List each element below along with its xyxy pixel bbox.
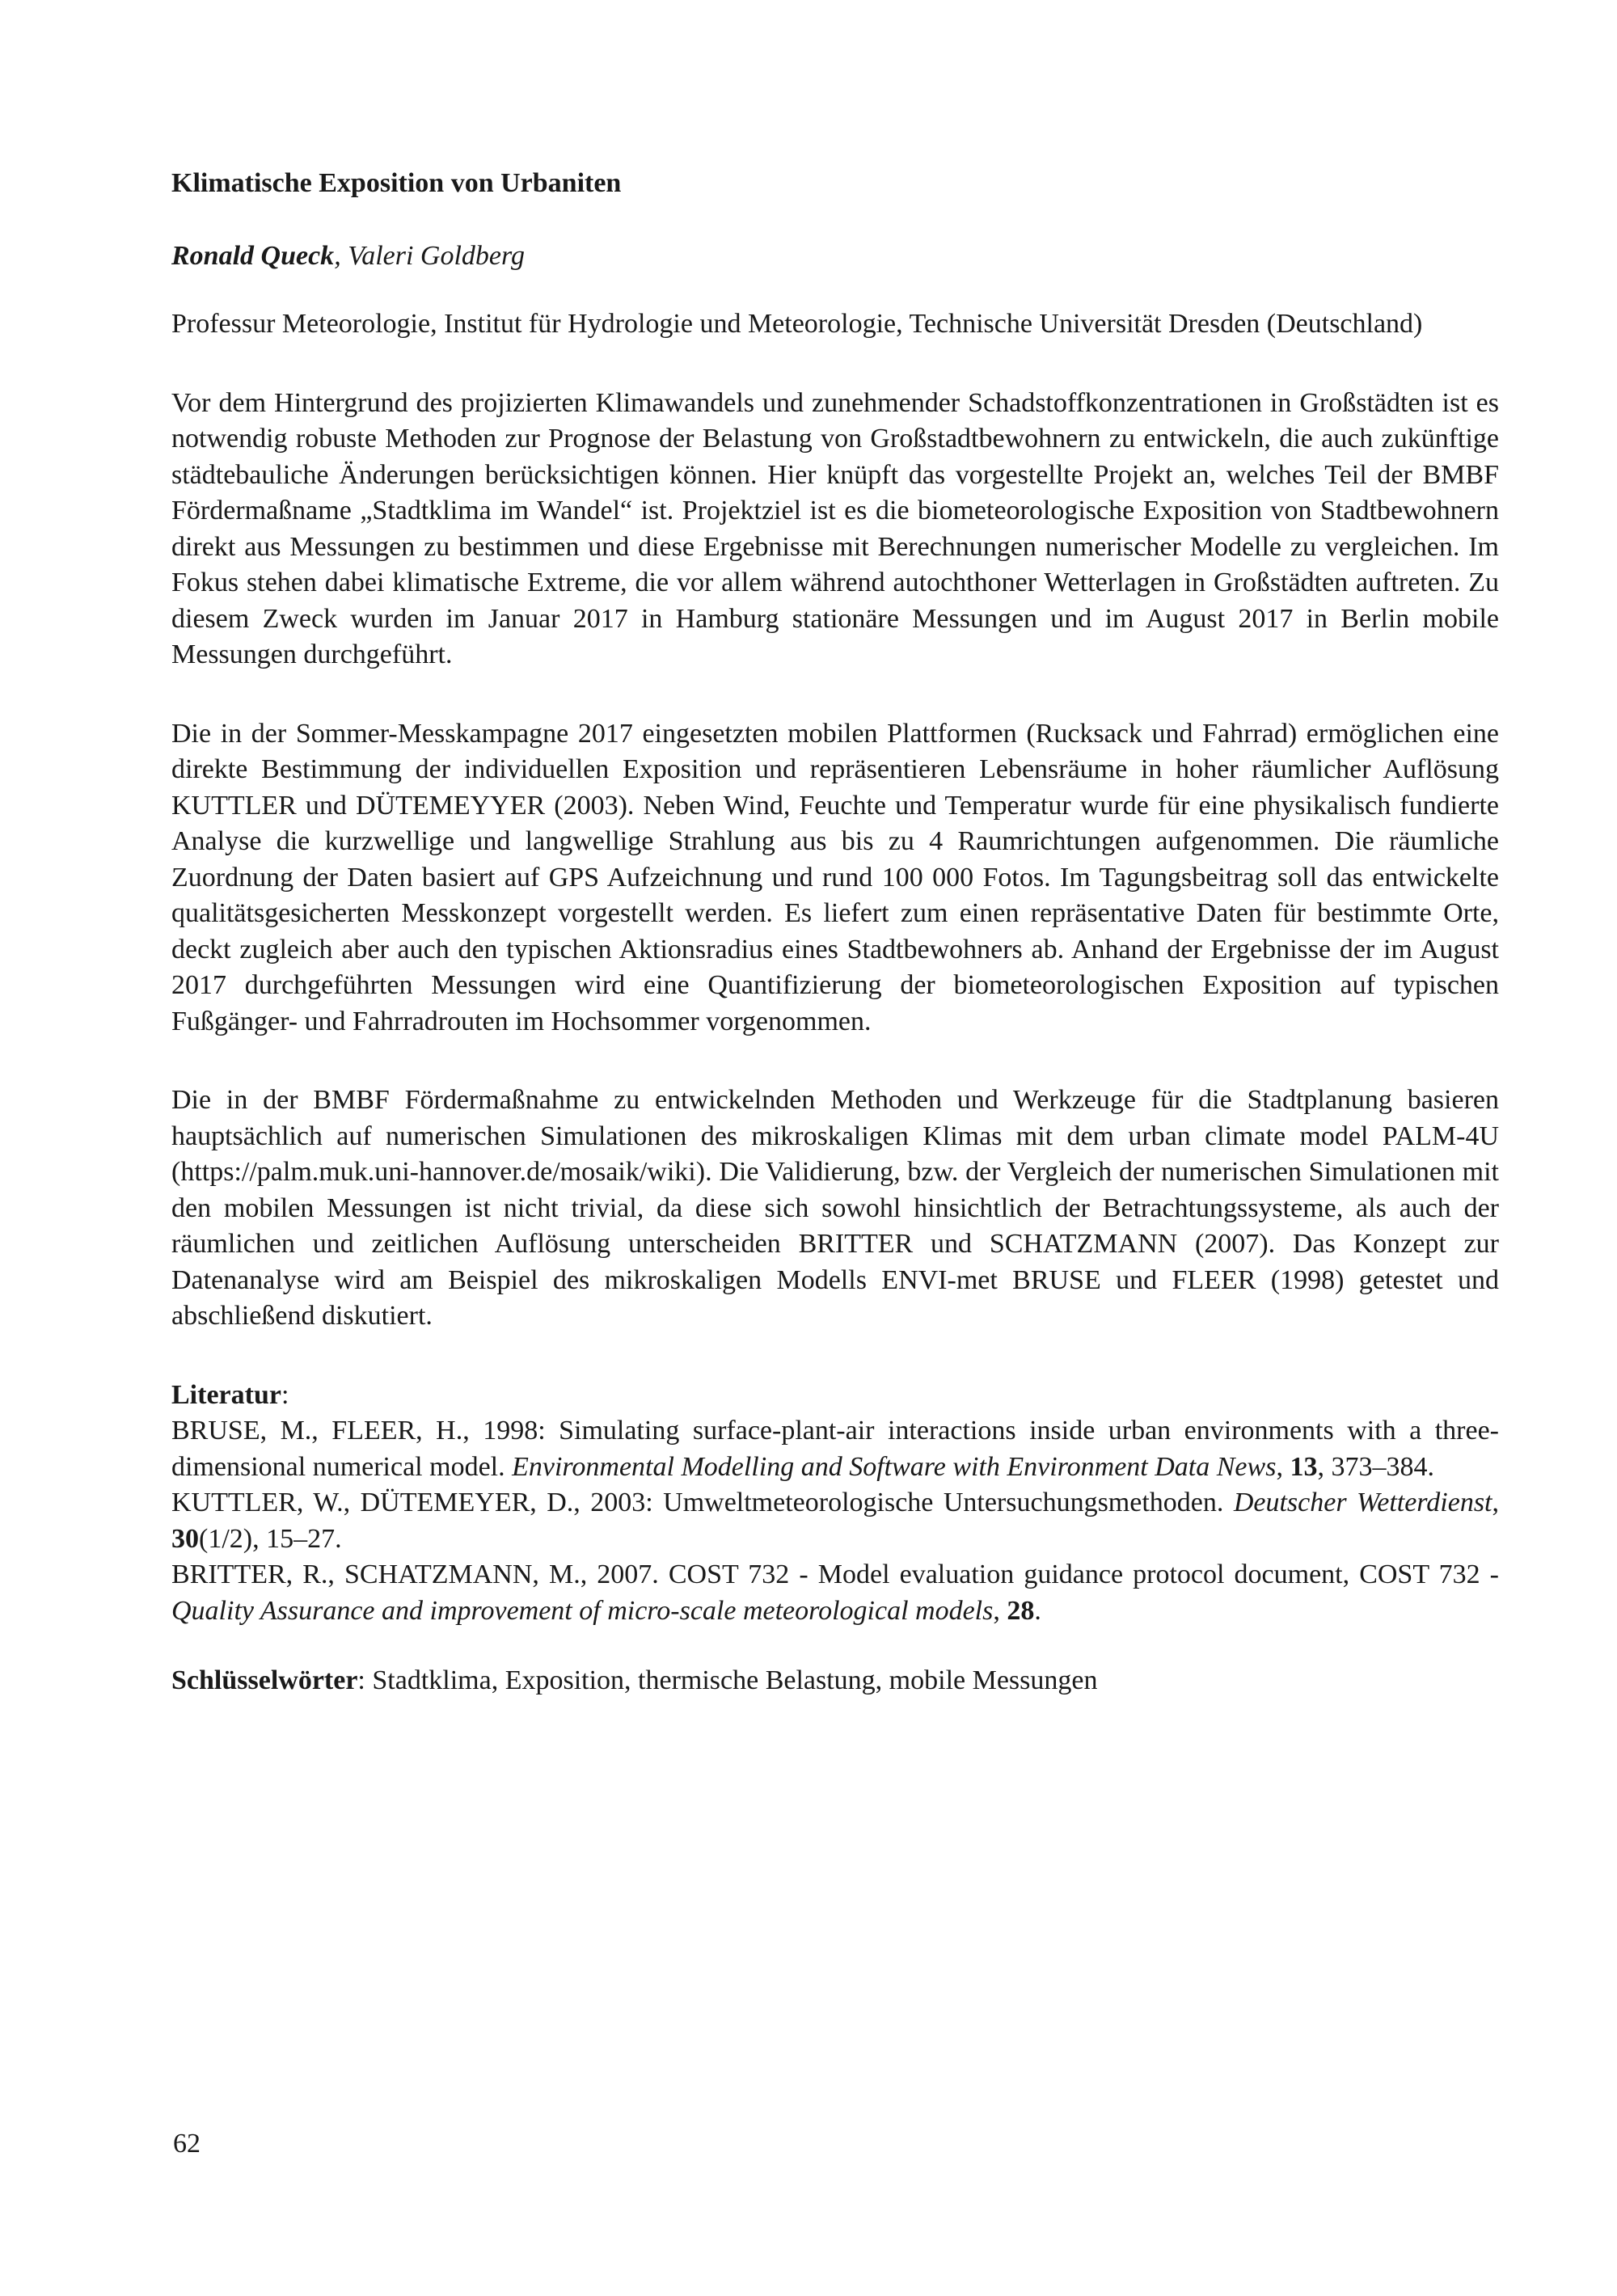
- reference-journal: Environmental Modelling and Software with Environment Data News: [512, 1451, 1277, 1482]
- paragraph-2: Die in der Sommer-Messkampagne 2017 eingesetzten mobilen Plattformen (Rucksack und Fahrrad) ermöglichen eine direkte Bestimmung der individuellen Exposition und repräsentieren Lebensräume in hoher räumlicher Auflösung KUTTLER und DÜTEMEYYER (2003). Neben Wind, Feuchte und Temperatur wurde für eine physikalisch fundierte Analyse die kurzwellige und langwellige Strahlung aus bis zu 4 Raumrichtungen aufgenommen. Die räumliche Zuordnung der Daten basiert auf GPS Aufzeichnung und rund 100 000 Fotos. Im Tagungsbeitrag soll das entwickelte qualitätsgesicherten Messkonzept vorgestellt werden. Es liefert zum einen repräsentative Daten für bestimmte Orte, deckt zugleich aber auch den typischen Aktionsradius eines Stadtbewohners ab. Anhand der Ergebnisse der im August 2017 durchgeführten Messungen wird eine Quantifizierung der biometeorologischen Exposition auf typischen Fußgänger- und Fahrradrouten im Hochsommer vorgenommen.: [171, 718, 1499, 1036]
- literature-heading-colon: :: [281, 1379, 289, 1410]
- reference-text: BRUSE, M., FLEER, H., 1998: Simulating surface-plant-air interactions inside urban environments with a three-dimensional numerical model.: [171, 1416, 1499, 1482]
- affiliation: Professur Meteorologie, Institut für Hydrologie und Meteorologie, Technische Universität Dresden (Deutschland): [171, 309, 1423, 339]
- author-separator: ,: [334, 241, 348, 271]
- reference-pages: (1/2), 15–27.: [199, 1523, 342, 1554]
- reference-kuttler: [171, 1485, 1499, 1557]
- literature-heading: [171, 1378, 1499, 1414]
- authors: [171, 238, 1499, 274]
- paper-title: Klimatische Exposition von Urbaniten: [171, 168, 622, 198]
- reference-separator: ,: [1276, 1451, 1290, 1482]
- reference-volume: 30: [171, 1523, 199, 1554]
- reference-volume: 28: [1007, 1595, 1035, 1626]
- keywords-text: Stadtklima, Exposition, thermische Belastung, mobile Messungen: [372, 1665, 1098, 1695]
- reference-separator: ,: [993, 1595, 1007, 1626]
- reference-text: KUTTLER, W., DÜTEMEYER, D., 2003: Umweltmeteorologische Untersuchungsmethoden.: [171, 1488, 1234, 1517]
- page-number: 62: [173, 2129, 201, 2159]
- paragraph-3: Die in der BMBF Fördermaßnahme zu entwickelnden Methoden und Werkzeuge für die Stadtplanung basieren hauptsächlich auf numerischen Simulationen des mikroskaligen Klimas mit dem urban climate model PALM-4U (https://palm.muk.uni-hannover.de/mosaik/wiki). Die Validierung, bzw. der Vergleich der numerischen Simulationen mit den mobilen Messungen ist nicht trivial, da diese sich sowohl hinsichtlich der Betrachtungssysteme, als auch der räumlichen und zeitlichen Auflösung unterscheiden BRITTER und SCHATZMANN (2007). Das Konzept zur Datenanalyse wird am Beispiel des mikroskaligen Modells ENVI-met BRUSE und FLEER (1998) getestet und abschließend diskutiert.: [171, 1085, 1499, 1331]
- page-content: [171, 166, 1499, 1699]
- reference-journal: Quality Assurance and improvement of micro-scale meteorological models: [171, 1595, 994, 1626]
- reference-bruse: [171, 1413, 1499, 1485]
- reference-pages: , 373–384.: [1317, 1451, 1434, 1482]
- reference-britter: [171, 1557, 1499, 1629]
- reference-pages: .: [1034, 1595, 1041, 1626]
- reference-separator: ,: [1492, 1488, 1499, 1517]
- coauthor: Valeri Goldberg: [348, 241, 525, 271]
- literature-heading-label: Literatur: [171, 1379, 281, 1410]
- reference-text: BRITTER, R., SCHATZMANN, M., 2007. COST 732 - Model evaluation guidance protocol document, COST 732 -: [171, 1560, 1499, 1589]
- keywords: [171, 1663, 1499, 1699]
- reference-volume: 13: [1290, 1451, 1318, 1482]
- keywords-label: Schlüsselwörter: [171, 1665, 358, 1695]
- keywords-colon: :: [357, 1665, 373, 1695]
- lead-author: Ronald Queck: [171, 241, 335, 271]
- paragraph-1: Vor dem Hintergrund des projizierten Klimawandels und zunehmender Schadstoffkonzentrationen in Großstädten ist es notwendig robuste Methoden zur Prognose der Belastung von Großstadtbewohnern zu entwickeln, die auch zukünftige städtebauliche Änderungen berücksichtigen können. Hier knüpft das vorgestellte Projekt an, welches Teil der BMBF Fördermaßname „Stadtklima im Wandel“ ist. Projektziel ist es die biometeorologische Exposition von Stadtbewohnern direkt aus Messungen zu bestimmen und diese Ergebnisse mit Berechnungen numerischer Modelle zu vergleichen. Im Fokus stehen dabei klimatische Extreme, die vor allem während autochthoner Wetterlagen in Großstädten auftreten. Zu diesem Zweck wurden im Januar 2017 in Hamburg stationäre Messungen und im August 2017 in Berlin mobile Messungen durchgeführt.: [171, 387, 1499, 669]
- reference-journal: Deutscher Wetterdienst: [1233, 1488, 1492, 1517]
